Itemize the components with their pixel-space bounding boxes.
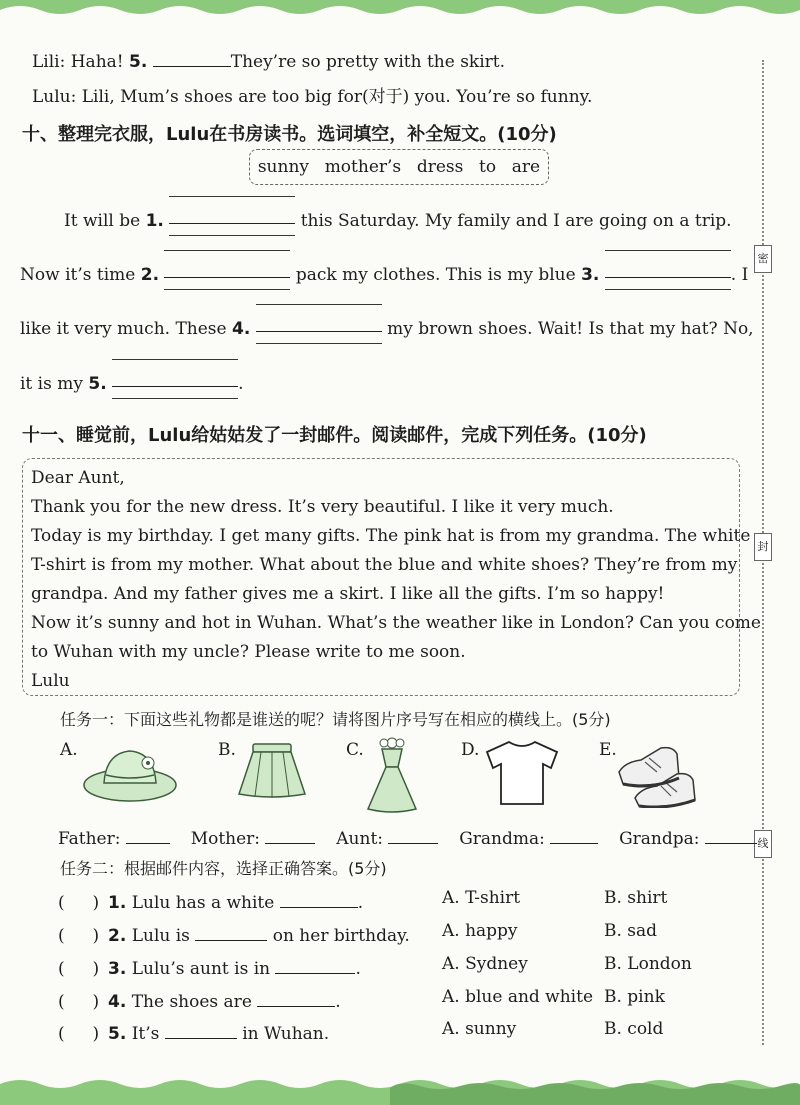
giver-row <box>58 827 757 849</box>
pic-label-b: B. <box>218 740 236 760</box>
question-number: 1. <box>108 893 127 913</box>
question-text: . <box>357 893 364 913</box>
bottom-wave-border <box>0 1070 800 1105</box>
side-tab-3: 线 <box>754 830 772 858</box>
blank-number: 3. <box>581 265 600 285</box>
answer-parens[interactable]: ( ) <box>58 959 100 979</box>
word-bank-item: dress <box>416 157 464 177</box>
answer-blank-5[interactable] <box>153 50 231 67</box>
word-bank-item: mother’s <box>324 157 402 177</box>
grandma-blank[interactable] <box>550 827 598 844</box>
question-blank <box>275 957 355 974</box>
answer-blank-3[interactable] <box>605 262 731 280</box>
option-a[interactable]: A. blue and white <box>442 987 594 1007</box>
answer-parens[interactable]: ( ) <box>58 1024 100 1044</box>
passage-text: It will be <box>64 211 141 231</box>
email-line: T-shirt is from my mother. What about the blue and white shoes? They’re from my <box>31 555 738 575</box>
question-list <box>58 888 758 1058</box>
email-signature: Lulu <box>31 671 70 691</box>
option-a[interactable]: A. happy <box>442 921 518 941</box>
blank-number: 1. <box>145 211 164 231</box>
answer-blank-2[interactable] <box>164 262 290 280</box>
word-bank <box>249 149 549 185</box>
giver-label: Grandpa: <box>619 829 700 849</box>
mother-blank[interactable] <box>265 827 315 844</box>
option-b[interactable]: B. sad <box>604 921 658 941</box>
email-line: to Wuhan with my uncle? Please write to me soon. <box>31 642 466 662</box>
passage-text: it is my <box>20 374 83 394</box>
dialogue-text: Lili, Mum’s shoes are too big for(对于) you. You’re so funny. <box>81 87 593 107</box>
passage-text: my brown shoes. Wait! Is that my hat? No, <box>387 319 754 339</box>
question-text: in Wuhan. <box>242 1024 330 1044</box>
pic-label-e: E. <box>599 740 617 760</box>
passage-line-3 <box>20 316 754 339</box>
question-number: 4. <box>108 992 127 1012</box>
email-line: Today is my birthday. I get many gifts. The pink hat is from my grandma. The white <box>31 526 751 546</box>
answer-parens[interactable]: ( ) <box>58 893 100 913</box>
passage-text: Now it’s time <box>20 265 136 285</box>
word-bank-item: sunny <box>257 157 310 177</box>
question-blank <box>195 924 267 941</box>
side-tab-1: 密 <box>754 245 772 273</box>
word-bank-item: are <box>511 157 541 177</box>
question-text: Lulu is <box>131 926 190 946</box>
question-row-4 <box>58 987 341 1012</box>
passage-text: this Saturday. My family and I are going on a trip. <box>300 211 732 231</box>
question-row-5 <box>58 1019 329 1044</box>
dialogue-line-2 <box>32 82 592 107</box>
email-line: Now it’s sunny and hot in Wuhan. What’s the weather like in London? Can you come <box>31 613 761 633</box>
passage-line-1 <box>64 208 732 231</box>
hat-picture <box>80 745 180 805</box>
email-line: grandpa. And my father gives me a skirt. I like all the gifts. I’m so happy! <box>31 584 665 604</box>
pic-label-a: A. <box>60 740 78 760</box>
question-row-3 <box>58 954 361 979</box>
skirt-picture <box>235 742 310 802</box>
blank-number: 5. <box>129 52 148 72</box>
question-text: Lulu has a white <box>131 893 275 913</box>
answer-blank-5b[interactable] <box>112 371 238 389</box>
question-blank <box>257 990 335 1007</box>
dress-picture <box>362 735 422 815</box>
speaker: Lulu: <box>32 87 77 107</box>
email-body <box>31 464 761 696</box>
email-line: Thank you for the new dress. It’s very beautiful. I like it very much. <box>31 497 614 517</box>
question-blank <box>165 1022 237 1039</box>
section-10-heading: 十、整理完衣服，Lulu在书房读书。选词填空，补全短文。(10分) <box>22 124 557 145</box>
question-number: 5. <box>108 1024 127 1044</box>
blank-number: 5. <box>88 374 107 394</box>
section-11-heading: 十一、睡觉前，Lulu给姑姑发了一封邮件。阅读邮件，完成下列任务。(10分) <box>22 425 647 446</box>
passage-line-4 <box>20 371 243 394</box>
giver-label: Father: <box>58 829 121 849</box>
father-blank[interactable] <box>126 827 170 844</box>
question-row-2 <box>58 921 410 946</box>
pic-label-c: C. <box>346 740 364 760</box>
word-bank-item: to <box>479 157 497 177</box>
passage-text: pack my clothes. This is my blue <box>295 265 576 285</box>
question-text: . <box>335 992 341 1012</box>
passage-text: . I <box>730 265 749 285</box>
email-line: Dear Aunt, <box>31 468 125 488</box>
option-a[interactable]: A. sunny <box>442 1019 517 1039</box>
task-2-heading: 任务二：根据邮件内容，选择正确答案。(5分) <box>60 859 387 878</box>
giver-label: Grandma: <box>459 829 545 849</box>
giver-label: Aunt: <box>336 829 383 849</box>
question-row-1 <box>58 888 363 913</box>
question-blank <box>280 891 358 908</box>
blank-number: 4. <box>232 319 251 339</box>
question-text: Lulu’s aunt is in <box>131 959 271 979</box>
passage-line-2 <box>20 262 748 285</box>
answer-parens[interactable]: ( ) <box>58 992 100 1012</box>
dialogue-line-1 <box>32 50 505 72</box>
passage-text: . <box>238 374 244 394</box>
dialogue-text: Haha! <box>70 52 124 72</box>
answer-blank-4[interactable] <box>256 316 382 334</box>
speaker: Lili: <box>32 52 66 72</box>
option-b[interactable]: B. London <box>604 954 692 974</box>
shoes-picture <box>615 738 700 808</box>
question-text: It’s <box>131 1024 160 1044</box>
answer-blank-1[interactable] <box>169 208 295 226</box>
question-text: The shoes are <box>131 992 252 1012</box>
email-box <box>22 458 761 696</box>
side-tab-2: 封 <box>754 533 772 561</box>
pic-label-d: D. <box>461 740 480 760</box>
option-b[interactable]: B. pink <box>604 987 665 1007</box>
answer-parens[interactable]: ( ) <box>58 926 100 946</box>
option-b[interactable]: B. shirt <box>604 888 668 908</box>
question-text: on her birthday. <box>272 926 410 946</box>
question-number: 2. <box>108 926 127 946</box>
question-number: 3. <box>108 959 127 979</box>
tshirt-picture <box>483 738 561 808</box>
giver-label: Mother: <box>190 829 261 849</box>
aunt-blank[interactable] <box>388 827 438 844</box>
task-1-heading: 任务一：下面这些礼物都是谁送的呢？请将图片序号写在相应的横线上。(5分) <box>60 710 611 729</box>
passage-text: like it very much. These <box>20 319 227 339</box>
option-a[interactable]: A. Sydney <box>442 954 528 974</box>
option-b[interactable]: B. cold <box>604 1019 664 1039</box>
grandpa-blank[interactable] <box>705 827 757 844</box>
question-text: . <box>355 959 361 979</box>
blank-number: 2. <box>140 265 160 285</box>
dialogue-text: They’re so pretty with the skirt. <box>230 52 506 72</box>
top-wave-border <box>0 0 800 22</box>
option-a[interactable]: A. T-shirt <box>442 888 521 908</box>
